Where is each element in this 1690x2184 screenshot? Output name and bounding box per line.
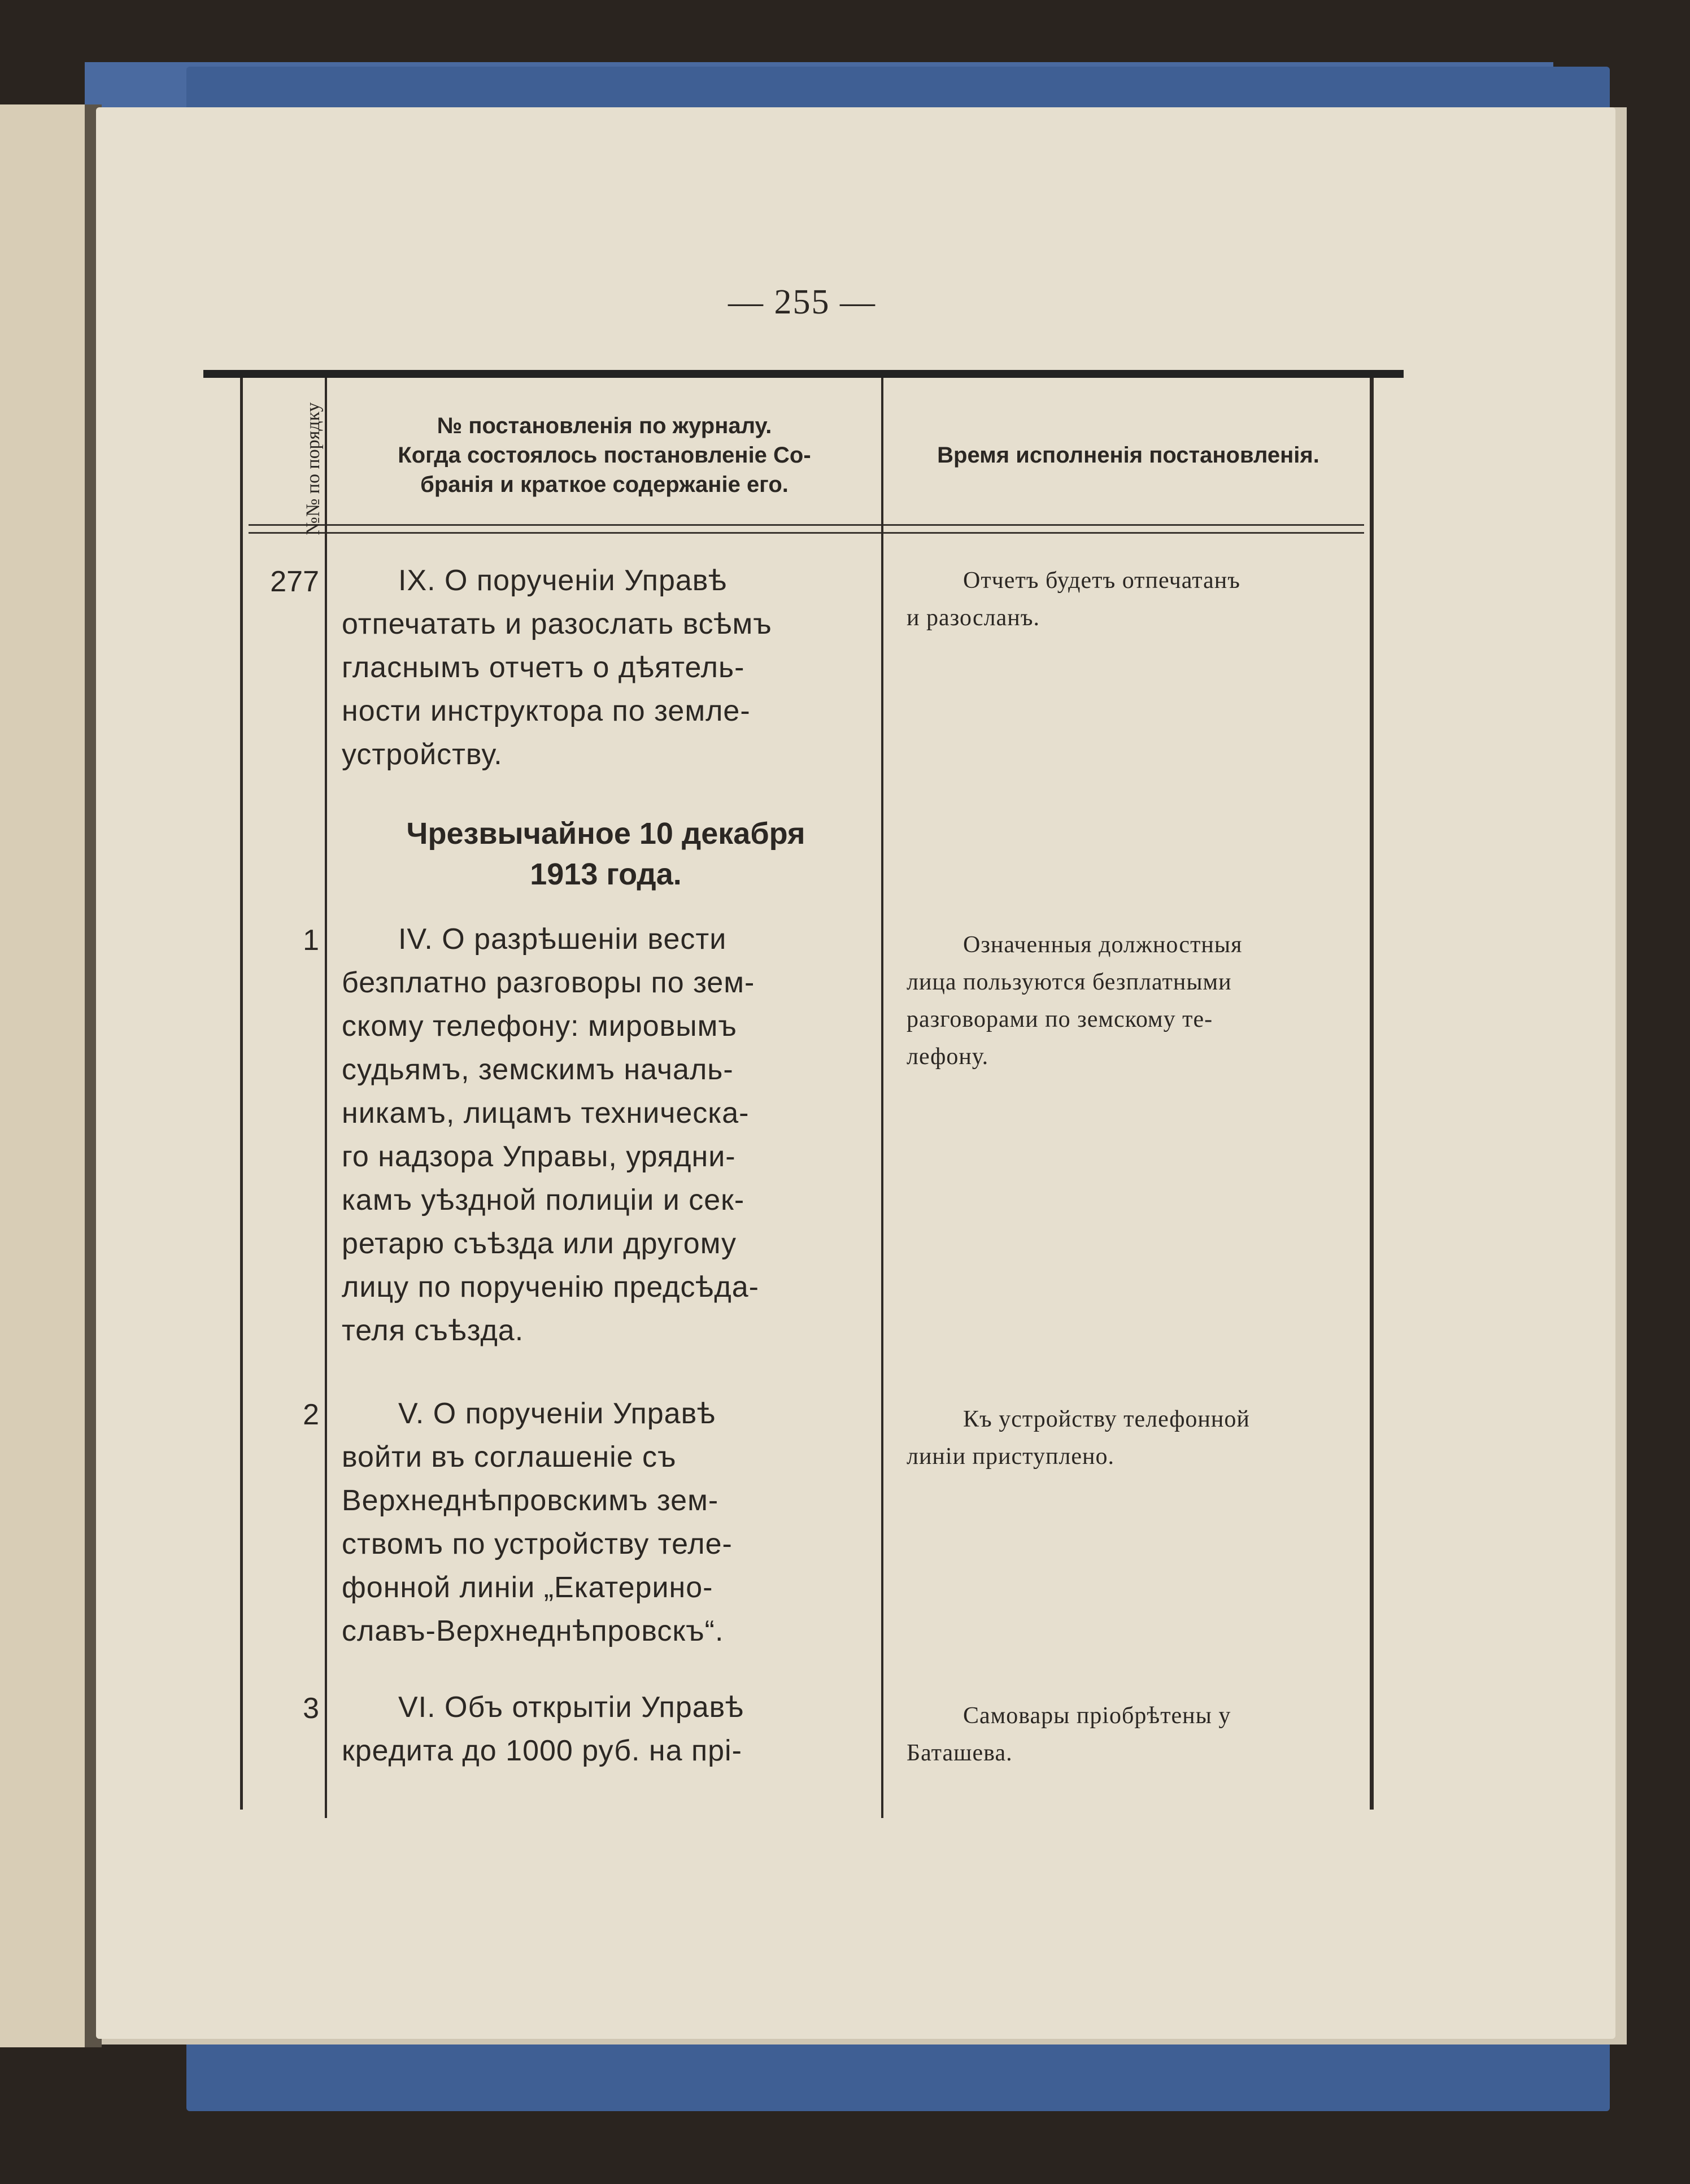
header-resolution-line: Когда состоялось постановленіе Со-: [398, 443, 811, 468]
text-line: ствомъ по устройству теле-: [342, 1528, 733, 1560]
text-line: и разосланъ.: [907, 605, 1040, 631]
text-line: ретарю съѣзда или другому: [342, 1227, 737, 1260]
row-number: 3: [303, 1692, 319, 1725]
header-resolution: [339, 411, 870, 499]
text-line: Самовары пріобрѣтены у: [963, 1703, 1231, 1729]
execution-text: [907, 1697, 1358, 1772]
text-line: Отчетъ будетъ отпечатанъ: [963, 568, 1240, 594]
page-number: — 255 —: [728, 283, 876, 321]
text-line: камъ уѣздной полиціи и сек-: [342, 1184, 745, 1217]
text-line: го надзора Управы, урядни-: [342, 1140, 736, 1173]
header-resolution-line: № постановленія по журналу.: [437, 413, 772, 438]
text-line: лефону.: [907, 1044, 989, 1070]
text-line: устройству.: [342, 738, 503, 771]
text-line: VI. Объ открытіи Управѣ: [398, 1691, 744, 1724]
execution-text: [907, 926, 1358, 1075]
text-line: разговорами по земскому те-: [907, 1006, 1213, 1032]
text-line: славъ-Верхнеднѣпровскъ“.: [342, 1615, 724, 1647]
text-line: ности инструктора по земле-: [342, 695, 751, 727]
text-line: Къ устройству телефонной: [963, 1406, 1250, 1432]
resolution-text: [342, 559, 870, 777]
text-line: никамъ, лицамъ техническа-: [342, 1097, 750, 1130]
resolution-text: [342, 1686, 870, 1773]
row-number: 2: [303, 1398, 319, 1431]
text-line: судьямъ, земскимъ началь-: [342, 1053, 734, 1086]
text-line: кредита до 1000 руб. на прі-: [342, 1734, 742, 1767]
resolution-text: [342, 918, 870, 1353]
table-top-rule: [203, 370, 1404, 378]
text-line: гласнымъ отчетъ о дѣятель-: [342, 651, 745, 684]
text-line: войти въ соглашеніе съ: [342, 1441, 677, 1474]
text-line: Означенныя должностныя: [963, 932, 1243, 958]
execution-text: [907, 562, 1358, 637]
text-line: безплатно разговоры по зем-: [342, 966, 755, 999]
text-line: лица пользуются безплатными: [907, 969, 1232, 995]
row-number: 1: [303, 924, 319, 957]
header-rule-double: [249, 532, 1364, 534]
section-heading: [342, 813, 870, 895]
row-number: 277: [270, 565, 319, 598]
text-line: фонной линіи „Екатерино-: [342, 1571, 713, 1604]
text-line: IX. О порученіи Управѣ: [398, 564, 728, 597]
section-heading-line: 1913 года.: [530, 857, 682, 891]
text-line: Баташева.: [907, 1740, 1013, 1766]
text-line: лицу по порученію предсѣда-: [342, 1271, 759, 1304]
text-line: Верхнеднѣпровскимъ зем-: [342, 1484, 719, 1517]
table-left-border: [240, 378, 243, 1810]
text-line: теля съѣзда.: [342, 1314, 524, 1347]
text-line: V. О порученіи Управѣ: [398, 1397, 716, 1430]
table-right-border: [1370, 378, 1374, 1810]
text-line: линіи приступлено.: [907, 1444, 1115, 1470]
text-line: отпечатать и разослать всѣмъ: [342, 608, 772, 640]
resolution-text: [342, 1392, 870, 1653]
column-divider-2: [881, 378, 883, 1818]
header-resolution-line: бранія и краткое содержаніе его.: [420, 472, 789, 497]
text-line: IV. О разрѣшеніи вести: [398, 923, 727, 956]
text-line: скому телефону: мировымъ: [342, 1010, 737, 1043]
header-execution-time: Время исполненія постановленія.: [937, 443, 1319, 468]
header-rule: [249, 524, 1364, 526]
facing-page: [0, 104, 90, 2047]
execution-text: [907, 1401, 1358, 1475]
column-divider-1: [325, 378, 327, 1818]
section-heading-line: Чрезвычайное 10 декабря: [406, 817, 805, 851]
header-order-number: №№ по порядку: [303, 402, 324, 535]
